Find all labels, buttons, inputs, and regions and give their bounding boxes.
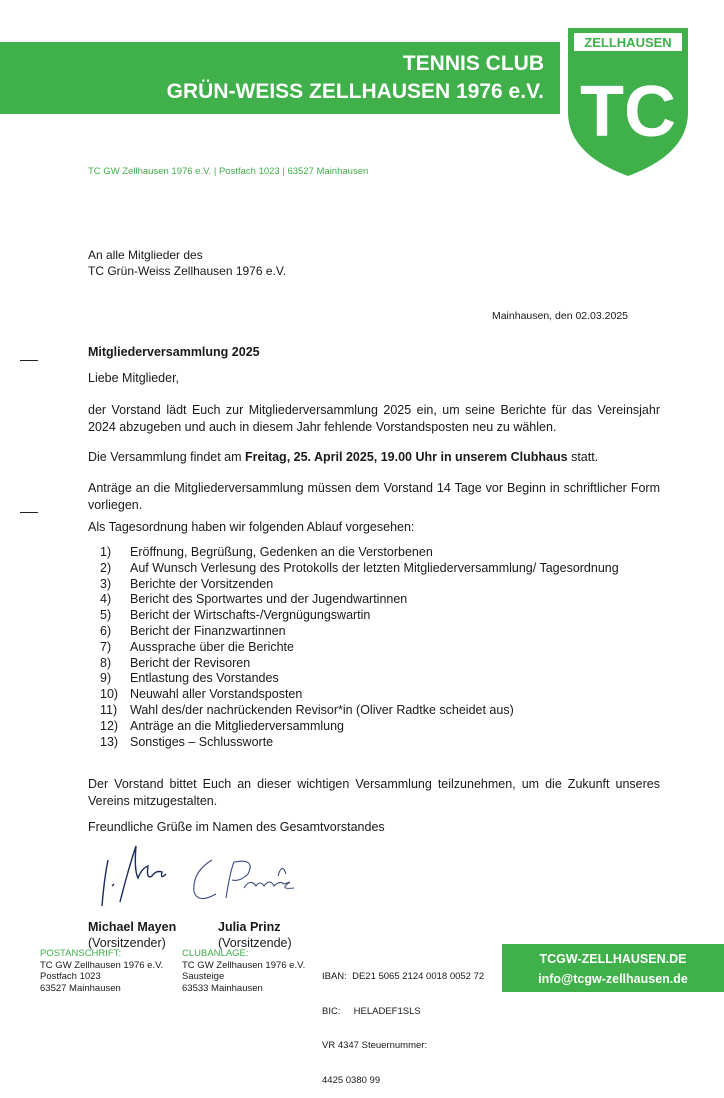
footer-email-link[interactable]: info@tcgw-zellhausen.de xyxy=(538,972,688,986)
closing-greeting: Freundliche Grüße im Namen des Gesamtvorstandes xyxy=(88,820,385,834)
agenda-text: Eröffnung, Begrüßung, Gedenken an die Verstorbenen xyxy=(130,545,433,559)
agenda-text: Bericht des Sportwartes und der Jugendwartinnen xyxy=(130,592,408,607)
agenda-number: 6) xyxy=(100,623,112,638)
paragraph-agenda-intro: Als Tagesordnung haben wir folgenden Ablauf vorgesehen: xyxy=(88,520,415,534)
agenda-item xyxy=(100,719,660,735)
agenda-number: 10) xyxy=(100,687,119,702)
footer-vr: VR 4347 Steuernummer: xyxy=(322,1040,428,1051)
footer-postal-line2: Postfach 1023 xyxy=(40,971,101,982)
agenda-number: 5) xyxy=(100,608,112,623)
recipient-line2: TC Grün-Weiss Zellhausen 1976 e.V. xyxy=(88,264,287,278)
paragraph-motions: Anträge an die Mitgliederversammlung müssen dem Vorstand 14 Tage vor Beginn in schriftlicher Form vorliegen. xyxy=(88,481,660,512)
footer-iban: IBAN: DE21 5065 2124 0018 0052 72 xyxy=(322,971,485,982)
club-name-line2: GRÜN-WEISS ZELLHAUSEN 1976 e.V. xyxy=(166,80,544,103)
signer-role-2: (Vorsitzende) xyxy=(218,936,292,950)
agenda-item xyxy=(100,703,660,719)
agenda-number: 3) xyxy=(100,576,112,591)
footer-postal-line3: 63527 Mainhausen xyxy=(40,982,121,994)
agenda-item xyxy=(100,561,660,577)
paragraph-invitation: der Vorstand lädt Euch zur Mitgliederversammlung 2025 ein, um seine Berichte für das Vereinsjahr 2024 abzugeben und auch in diesem Jahr fehlende Vorstandsposten neu zu wählen. xyxy=(88,403,660,434)
agenda-item xyxy=(100,577,660,593)
footer-tax: 4425 0380 99 xyxy=(322,1074,381,1086)
agenda-item xyxy=(100,735,660,751)
sender-address-line: TC GW Zellhausen 1976 e.V. | Postfach 1023 | 63527 Mainhausen xyxy=(88,166,369,177)
signer-role-1: (Vorsitzender) xyxy=(88,936,166,950)
agenda-item xyxy=(100,671,660,687)
footer-postal-label: POSTANSCHRIFT: xyxy=(40,948,122,959)
agenda-text: Bericht der Wirtschafts-/Vergnügungswartin xyxy=(130,608,371,623)
agenda-text: Aussprache über die Berichte xyxy=(130,639,294,654)
club-crest-logo xyxy=(566,26,690,178)
signature-julia-prinz xyxy=(186,852,304,908)
paragraph-closing-appeal: Der Vorstand bittet Euch an dieser wichtigen Versammlung teilzunehmen, um die Zukunft unseres Vereins mitzugestalten. xyxy=(88,777,660,808)
footer-postal-line1: TC GW Zellhausen 1976 e.V. xyxy=(40,959,164,971)
agenda-item xyxy=(100,624,660,640)
signature-michael-mayen xyxy=(92,840,172,916)
agenda-number: 1) xyxy=(100,545,112,559)
agenda-text: Entlastung des Vorstandes xyxy=(130,671,279,686)
agenda-number: 7) xyxy=(100,639,112,654)
agenda-text: Wahl des/der nachrückenden Revisor*in (Oliver Radtke scheidet aus) xyxy=(130,702,514,717)
letter-subject: Mitgliederversammlung 2025 xyxy=(88,345,260,359)
footer-club-line1: TC GW Zellhausen 1976 e.V. xyxy=(182,959,306,971)
agenda-item xyxy=(100,640,660,656)
crest-top-text: ZELLHAUSEN xyxy=(584,35,672,50)
agenda-number: 4) xyxy=(100,592,112,607)
footer-club-label: CLUBANLAGE: xyxy=(182,948,249,959)
footer-website-link[interactable]: TCGW-ZELLHAUSEN.DE xyxy=(539,952,687,966)
agenda-number: 8) xyxy=(100,655,112,670)
footer-club-address xyxy=(182,948,305,994)
agenda-item xyxy=(100,608,660,624)
meeting-datetime: Freitag, 25. April 2025, 19.00 Uhr in unserem Clubhaus xyxy=(245,450,568,464)
agenda-item xyxy=(100,545,660,561)
agenda-number: 2) xyxy=(100,560,112,575)
agenda-text: Sonstiges – Schlussworte xyxy=(130,734,274,749)
footer-club-line2: Sausteige xyxy=(182,971,225,982)
agenda-text: Auf Wunsch Verlesung des Protokolls der letzten Mitgliederversammlung/ Tagesordnung xyxy=(130,560,619,575)
fold-mark-top xyxy=(20,360,38,361)
agenda-text: Berichte der Vorsitzenden xyxy=(130,576,274,591)
footer-bic: BIC: HELADEF1SLS xyxy=(322,1005,421,1017)
meeting-text-after: statt. xyxy=(567,450,599,464)
footer-contact-box xyxy=(502,944,724,992)
fold-mark-middle xyxy=(20,512,38,513)
agenda-number: 12) xyxy=(100,718,119,733)
meeting-text-before: Die Versammlung findet am xyxy=(88,450,246,464)
agenda-list xyxy=(100,545,660,750)
letter-date: Mainhausen, den 02.03.2025 xyxy=(491,310,628,322)
footer-bank-details xyxy=(322,948,484,1098)
agenda-item xyxy=(100,687,660,703)
footer-postal-address xyxy=(40,948,163,994)
agenda-text: Anträge an die Mitgliederversammlung xyxy=(130,718,344,733)
signer-name-1: Michael Mayen xyxy=(88,920,177,934)
agenda-number: 11) xyxy=(100,702,118,717)
agenda-text: Neuwahl aller Vorstandsposten xyxy=(130,687,303,702)
header-banner xyxy=(0,42,560,114)
recipient-line1: An alle Mitglieder des xyxy=(88,248,203,262)
agenda-text: Bericht der Revisoren xyxy=(130,655,251,670)
club-name-line1: TENNIS CLUB xyxy=(402,52,544,75)
greeting: Liebe Mitglieder, xyxy=(88,371,180,385)
agenda-item xyxy=(100,592,660,608)
agenda-number: 13) xyxy=(100,734,119,749)
signer-name-2: Julia Prinz xyxy=(218,920,281,934)
paragraph-meeting-time xyxy=(88,449,660,466)
agenda-text: Bericht der Finanzwartinnen xyxy=(130,623,286,638)
footer-club-line3: 63533 Mainhausen xyxy=(182,982,263,994)
agenda-item xyxy=(100,656,660,672)
agenda-number: 9) xyxy=(100,671,112,686)
crest-letters: TC xyxy=(580,72,676,152)
